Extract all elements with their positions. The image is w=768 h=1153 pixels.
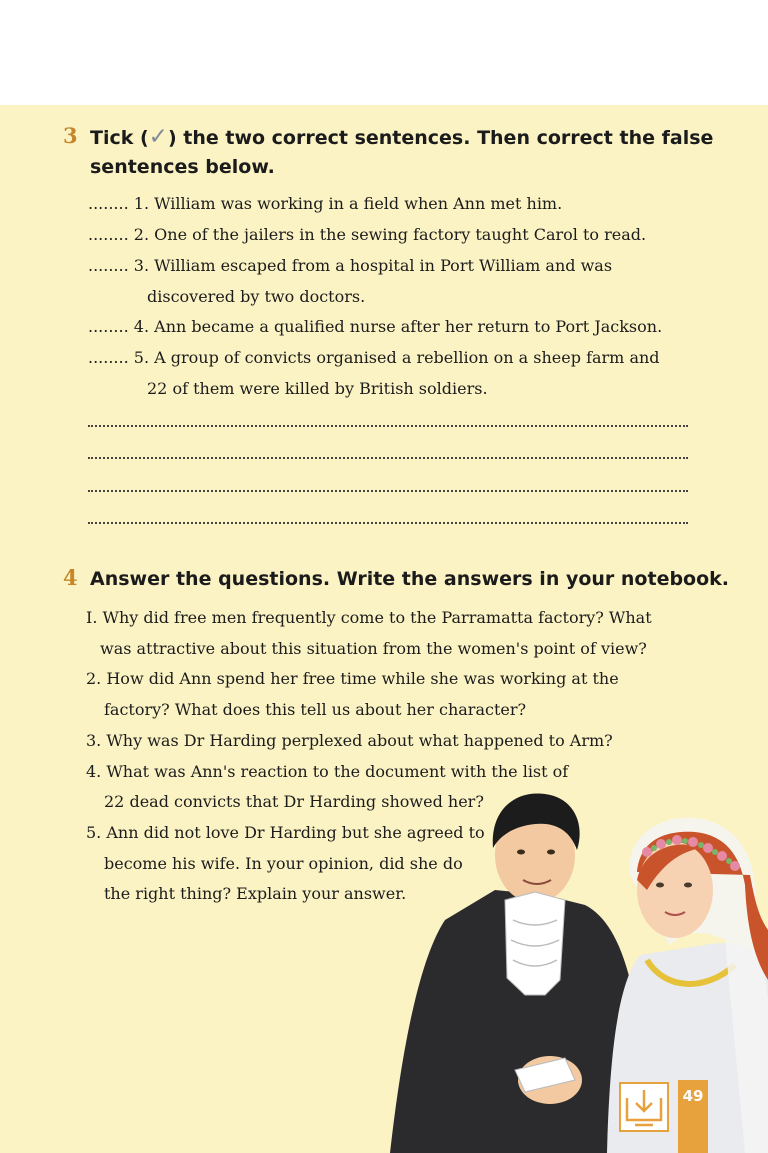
item-prefix: ........ 1. (88, 194, 150, 213)
question-4-line-1: 4. What was Ann's reaction to the document with the list of (86, 762, 569, 781)
question-3-line-1: 3. Why was Dr Harding perplexed about what happened to Arm? (86, 731, 613, 750)
exercise-3-title-rest: ) the two correct sentences. Then correct the false (167, 127, 714, 149)
item-text: William was working in a field when Ann met him. (154, 194, 563, 213)
wedding-couple-illustration (385, 780, 768, 1153)
answer-line-2[interactable] (88, 457, 688, 459)
exercise-3-item-5-cont: 22 of them were killed by British soldiers. (147, 379, 488, 398)
exercise-3-item-2 (88, 225, 646, 244)
question-5-line-2: become his wife. In your opinion, did she do (104, 854, 463, 873)
question-5-line-1: 5. Ann did not love Dr Harding but she agreed to (86, 823, 485, 842)
item-text: One of the jailers in the sewing factory taught Carol to read. (154, 225, 647, 244)
page-number: 49 (682, 1087, 704, 1105)
exercise-4-title: Answer the questions. Write the answers in your notebook. (90, 568, 730, 590)
exercise-4-number: 4 (63, 565, 78, 590)
exercise-3-title-line2: sentences below. (90, 156, 275, 178)
exercise-3-item-3 (88, 256, 612, 275)
answer-line-3[interactable] (88, 490, 688, 492)
question-1-line-2: was attractive about this situation from the women's point of view? (100, 639, 647, 658)
exercise-3-item-1 (88, 194, 562, 213)
question-5-line-3: the right thing? Explain your answer. (104, 884, 407, 903)
exercise-3-title (90, 123, 713, 153)
download-button[interactable] (619, 1082, 669, 1132)
download-icon (621, 1084, 667, 1130)
item-prefix: ........ 5. (88, 348, 150, 367)
question-2-line-1: 2. How did Ann spend her free time while she was working at the (86, 669, 619, 688)
question-2-line-2: factory? What does this tell us about her character? (104, 700, 527, 719)
answer-line-4[interactable] (88, 522, 688, 524)
item-prefix: ........ 2. (88, 225, 150, 244)
exercise-3-item-4 (88, 317, 662, 336)
item-text: Ann became a qualified nurse after her return to Port Jackson. (154, 317, 663, 336)
exercise-3-title-prefix: Tick ( (90, 127, 149, 149)
exercise-3-number: 3 (63, 123, 78, 148)
question-1-line-1: I. Why did free men frequently come to the Parramatta factory? What (86, 608, 652, 627)
item-prefix: ........ 4. (88, 317, 150, 336)
question-4-line-2: 22 dead convicts that Dr Harding showed her? (104, 792, 484, 811)
item-text: A group of convicts organised a rebellion on a sheep farm and (154, 348, 660, 367)
answer-line-1[interactable] (88, 425, 688, 427)
item-text: William escaped from a hospital in Port William and was (154, 256, 613, 275)
tick-icon: ✓ (148, 124, 168, 150)
item-prefix: ........ 3. (88, 256, 150, 275)
exercise-3-item-5 (88, 348, 660, 367)
exercise-3-item-3-cont: discovered by two doctors. (147, 287, 366, 306)
